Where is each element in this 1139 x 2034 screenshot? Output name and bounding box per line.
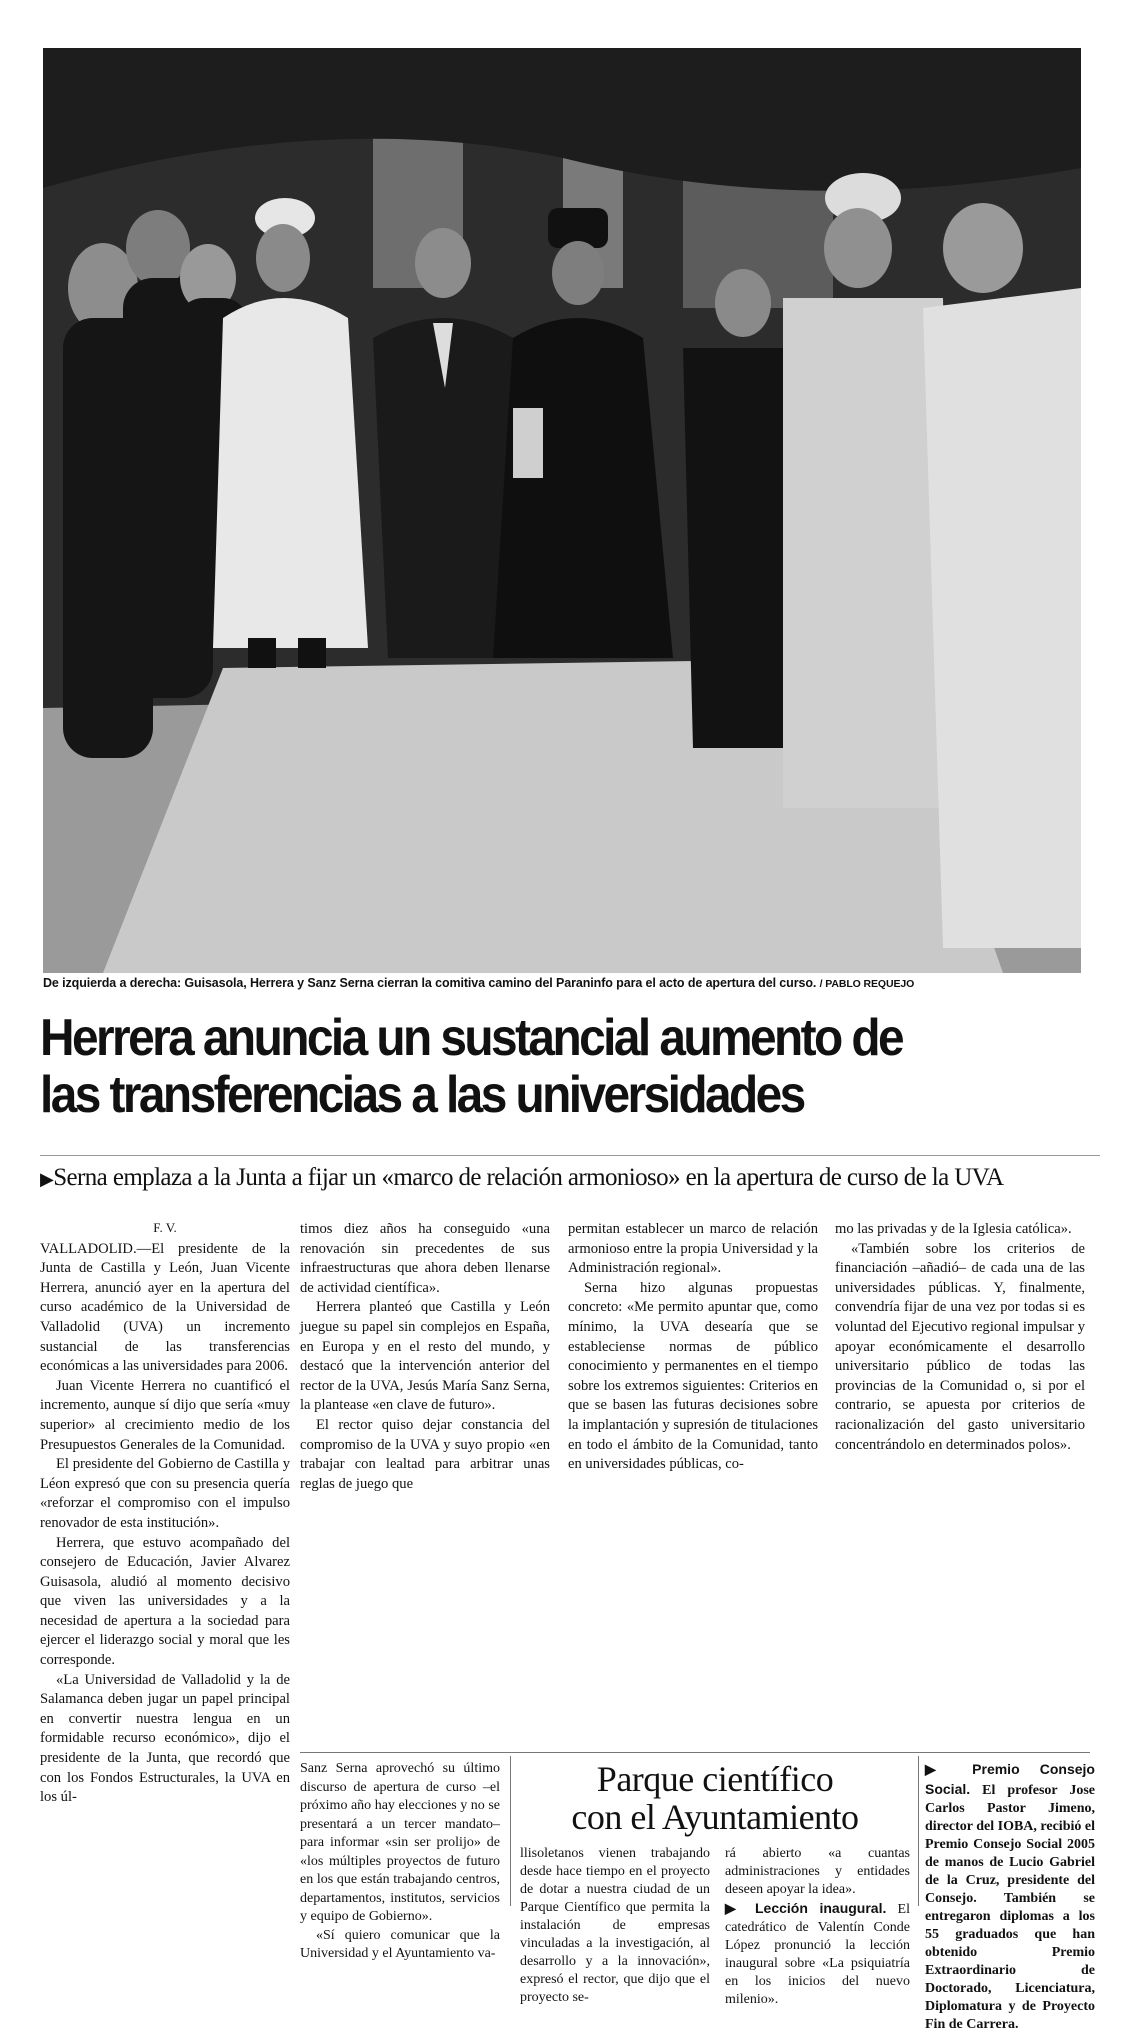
paragraph: «También sobre los criterios de financiación –añadió– de cada una de las universidades públicas. Y, finalmente, convendría fijar de una vez por todas si es voluntad del Ejecutivo regional impulsar y apoyar económicamente el desarrollo universitario público de todas las provincias de la Comunidad o, si por el contrario, se apuesta por criterios de racionalización del gasto universitario concentrándolo en determinados polos».	[835, 1240, 1085, 1453]
paragraph: permitan establecer un marco de relación armonioso entre la propia Universidad y la Administración regional».	[568, 1221, 818, 1277]
subheadline	[40, 1155, 1100, 1192]
paragraph	[925, 1760, 1095, 2034]
paragraph: VALLADOLID.—El presidente de la Junta de Castilla y León, Juan Vicente Herrera, anunció ayer en la apertura del curso académico de la Universidad de Valladolid (UVA) un incremento sustancial de las transferencias económicas a las universidades para 2006.	[40, 1240, 290, 1375]
box-column-a	[520, 1845, 710, 2007]
procession-photo-illustration	[43, 48, 1081, 973]
caption-lead: De izquierda a derecha:	[43, 976, 182, 990]
paragraph: llisoletanos vienen trabajando desde hace tiempo en el proyecto de dotar a nuestra ciudad de un Parque Científico que permita la instalación de empresas vinculadas a la investigación, al desarrollo y a la innovación», expresó el rector, que dijo que el proyecto se-	[520, 1846, 710, 2005]
headline	[40, 1010, 1015, 1124]
box-column-b	[725, 1845, 910, 2009]
paragraph: «Sí quiero comunicar que la Universidad y el Ayuntamiento va-	[300, 1927, 500, 1961]
paragraph: timos diez años ha conseguido «una renovación sin precedentes de sus infraestructuras que ahora deben llenarse de actividad científica».	[300, 1221, 550, 1296]
paragraph: El presidente del Gobierno de Castilla y Léon expresó que con su presencia quería «reforzar el compromiso con el impulso renovador de esta institución».	[40, 1456, 290, 1531]
paragraph: rá abierto «a cuantas administraciones y entidades deseen apoyar la idea».	[725, 1846, 910, 1897]
sidebar-column	[925, 1760, 1095, 2034]
article-column-1	[40, 1218, 290, 1808]
article-column-2	[300, 1220, 550, 1494]
box-headline-line-1: Parque científico	[596, 1759, 834, 1799]
box-headline	[515, 1760, 915, 1836]
caption-credit: / PABLO REQUEJO	[819, 978, 915, 990]
paragraph-text: El profesor Jose Carlos Pastor Jimeno, director del IOBA, recibió el Premio Consejo Social 2005 de manos de Lucio Gabriel de la Cruz, presidente del Consejo. También se entregaron diplomas a los 55 graduados que han obtenido Premio Extraordinario de Doctorado, Licenciatura, Diplomatura y de Proyecto Fin de Carrera.	[925, 1783, 1096, 2032]
article-column-2b	[300, 1760, 500, 1964]
subheadline-text: Serna emplaza a la Junta a fijar un «marco de relación armonioso» en la apertura de curso de la UVA	[53, 1164, 1004, 1191]
kicker-lesson: ▶ Lección inaugural.	[725, 1900, 887, 1916]
paragraph: mo las privadas y de la Iglesia católica».	[835, 1221, 1072, 1237]
kicker-award-text: Premio Consejo Social.	[925, 1761, 1095, 1797]
headline-line-2: las transferencias a las universidades	[40, 1066, 804, 1124]
section-divider	[300, 1752, 1090, 1753]
column-divider	[510, 1756, 511, 1906]
kicker-lesson-text: Lección inaugural.	[755, 1900, 887, 1916]
paragraph: Serna hizo algunas propuestas concreto: «Me permito apuntar que, como mínimo, la UVA desearía que se estableciense normas de público conocimiento y permanentes en el tiempo sobre los extremos siguientes: Criterios en que se basen las futuras decisiones sobre la implantación y supresión de titulaciones en todo el ámbito de la Comunidad, tanto en universidades públicas, co-	[568, 1279, 818, 1473]
triangle-bullet-icon: ▶	[40, 1169, 54, 1189]
article-column-3	[568, 1220, 818, 1475]
kicker-award: ▶ Premio Consejo Social.	[925, 1761, 1095, 1797]
paragraph: Herrera planteó que Castilla y León juegue su papel sin complejos en España, en Europa y en el resto del mundo, y destacó que la intervención anterior del rector de la UVA, Jesús María Sanz Serna, la plantease «en clave de futuro».	[300, 1299, 550, 1414]
paragraph: El rector quiso dejar constancia del compromiso de la UVA y suyo propio «en trabajar con lealtad para arbitrar unas reglas de juego que	[300, 1416, 550, 1492]
article-column-4	[835, 1220, 1085, 1455]
photo-caption	[43, 976, 1083, 990]
headline-line-1: Herrera anuncia un sustancial aumento de	[40, 1009, 903, 1067]
news-photo	[43, 48, 1081, 973]
box-headline-line-2: con el Ayuntamiento	[571, 1797, 859, 1837]
paragraph: Herrera, que estuvo acompañado del consejero de Educación, Javier Alvarez Guisasola, aludió al momento decisivo que viven las universidades y a la necesidad de apertura a la sociedad para ejercer el liderazgo social y moral que les corresponde.	[40, 1534, 290, 1669]
byline: F. V.	[153, 1220, 177, 1235]
paragraph: Sanz Serna aprovechó su último discurso de apertura de curso –el próximo año hay elecciones y no se presentará a un tercer mandato– para informar «sin ser prolijo» de «los múltiples proyectos de futuro en los que están trabajando centros, departamentos, institutos, servicios y equipo de Gobierno».	[300, 1761, 500, 1924]
paragraph-text: El catedrático de Valentín Conde López pronunció la lección inaugural sobre «La psiquiatría en los inicios del nuevo milenio».	[725, 1902, 910, 2007]
paragraph: Juan Vicente Herrera no cuantificó el incremento, aunque sí dijo que sería «muy superior» al crecimiento medio de los Presupuestos Generales de la Comunidad.	[40, 1377, 290, 1453]
column-divider	[918, 1756, 919, 1906]
caption-text: Guisasola, Herrera y Sanz Serna cierran la comitiva camino del Paraninfo para el acto de apertura del curso.	[184, 976, 817, 990]
paragraph: «La Universidad de Valladolid y la de Salamanca deben jugar un papel principal en convertir nuestra lengua en un formidable recurso económico», dijo el presidente de la Junta, que recordó que con los Fondos Estructurales, la UVA en los úl-	[40, 1671, 290, 1806]
